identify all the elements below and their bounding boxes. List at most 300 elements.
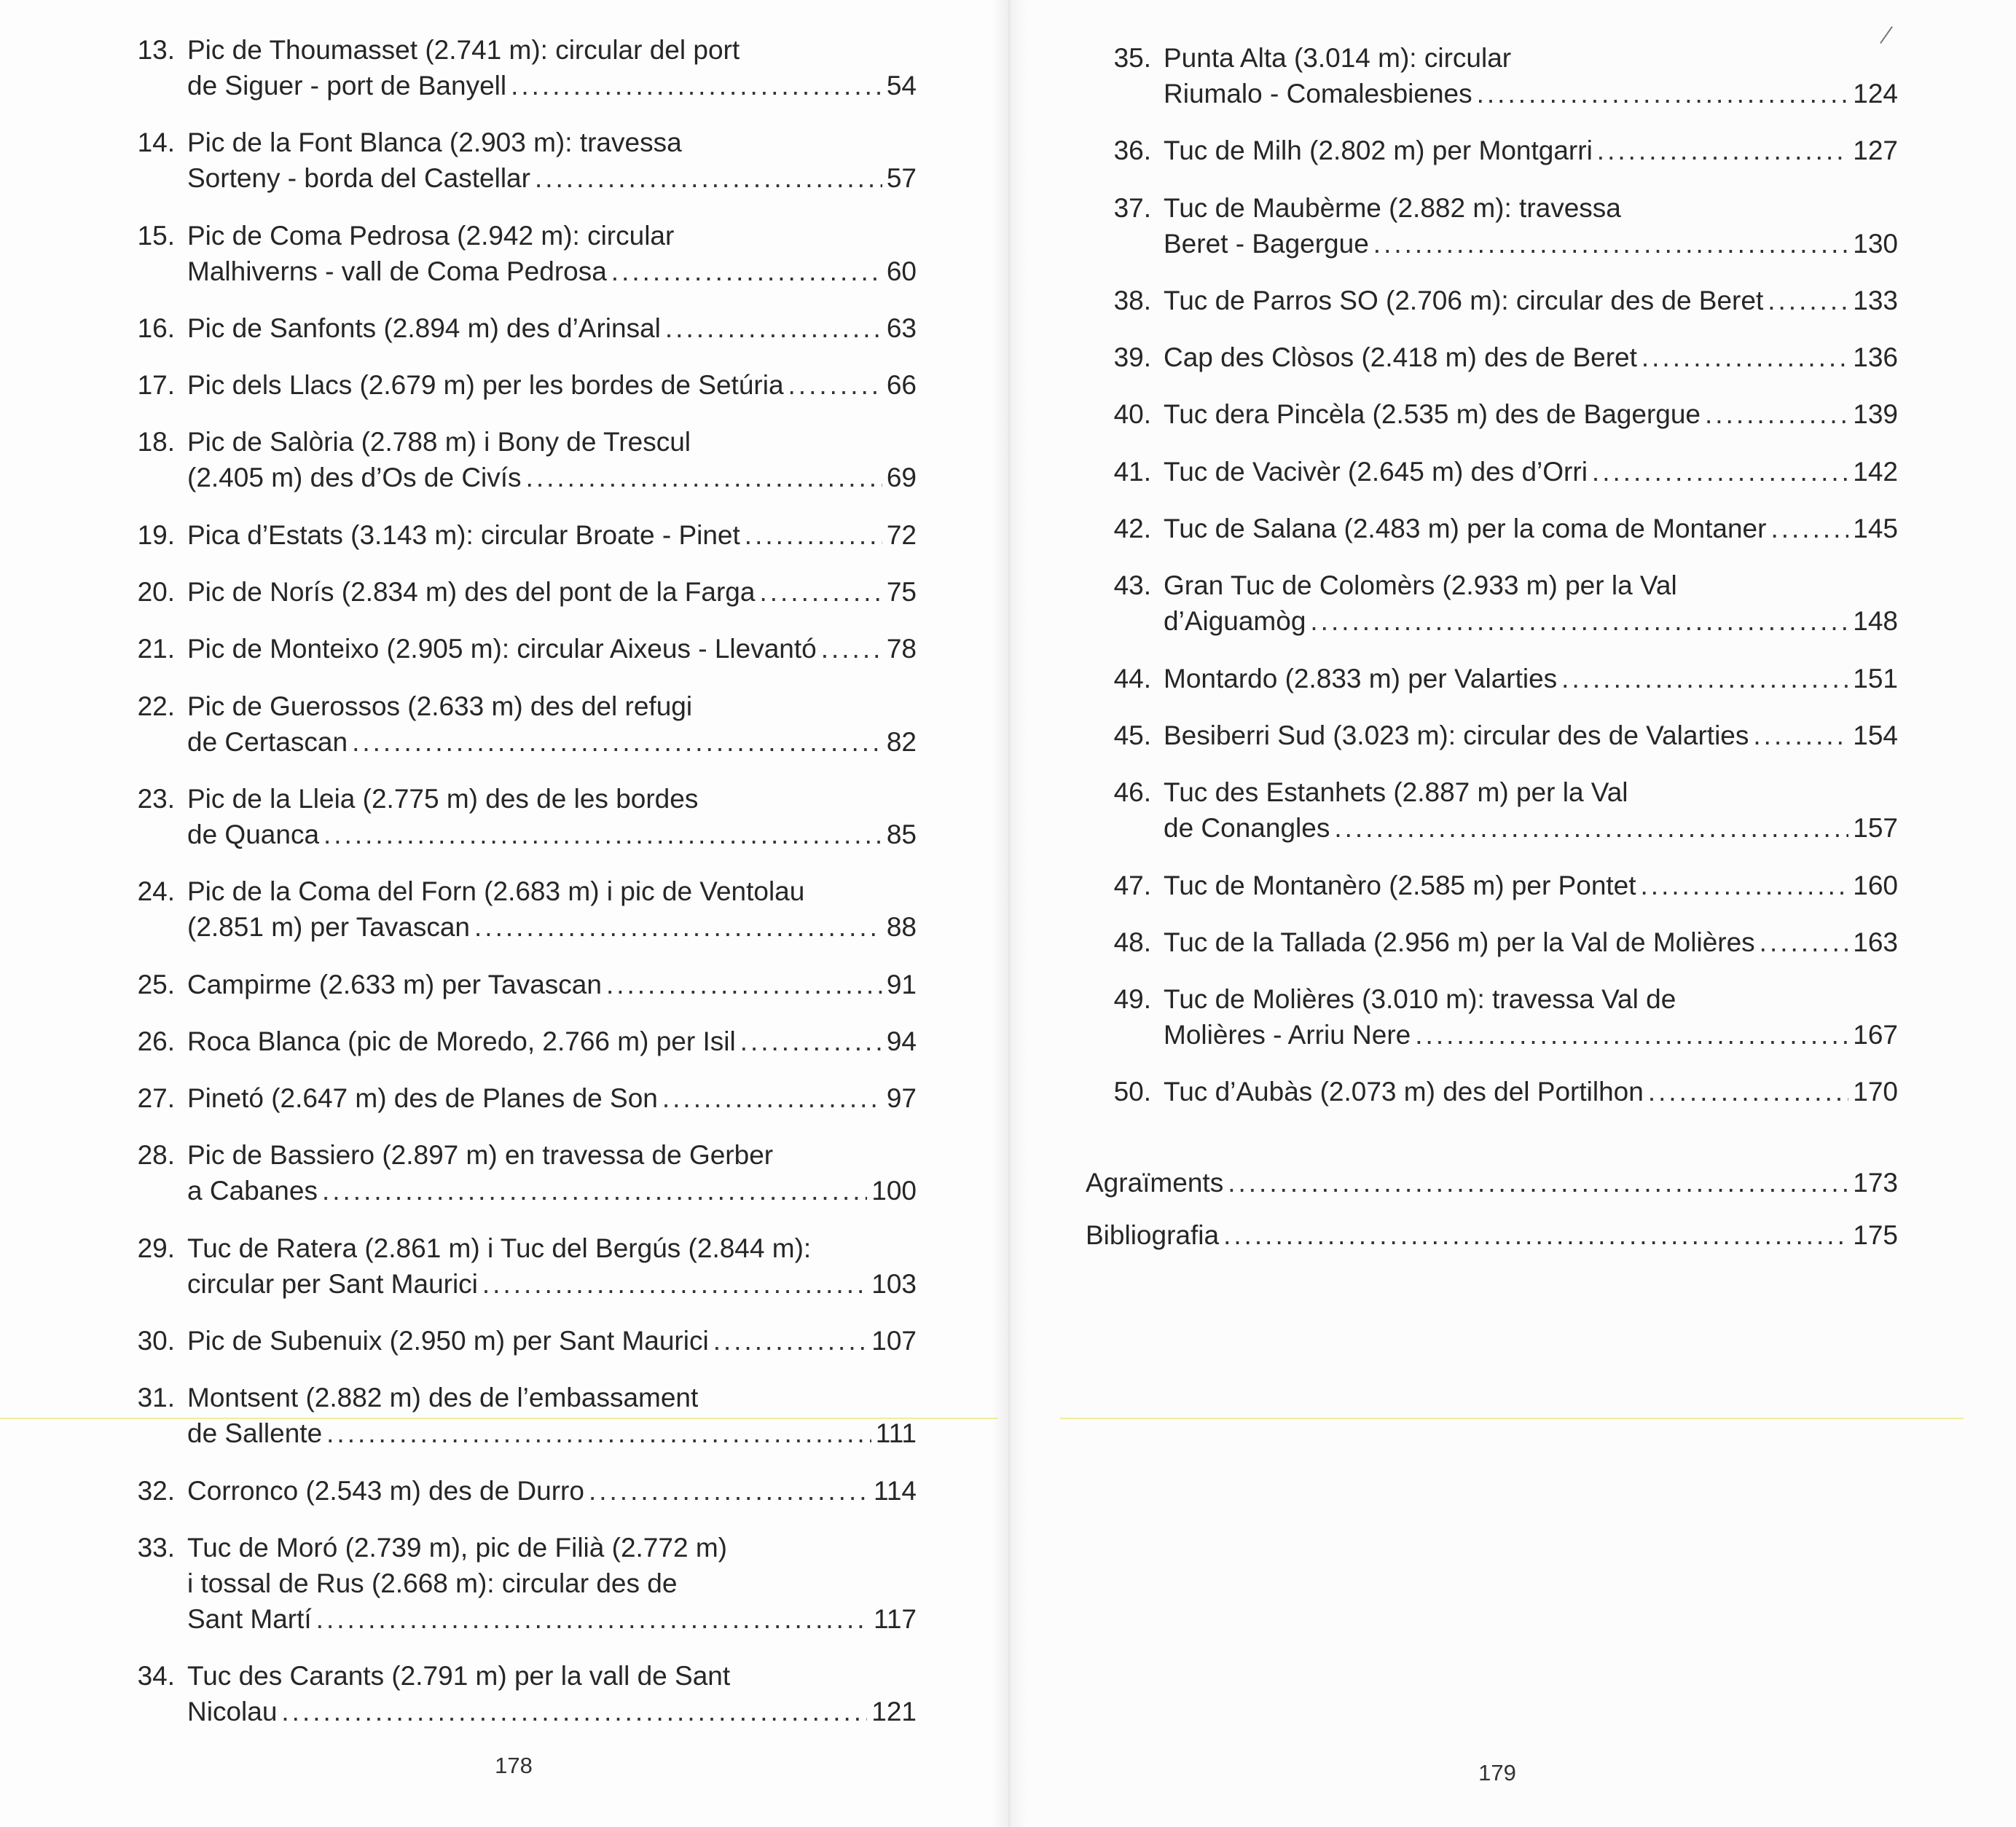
entry-number: 31. — [137, 1383, 175, 1413]
toc-entry[interactable] — [109, 1380, 917, 1472]
dot-leader — [606, 967, 882, 1002]
entry-body — [1164, 567, 1898, 639]
toc-entry[interactable] — [1086, 661, 1898, 718]
entry-page-number: 139 — [1853, 399, 1898, 430]
entry-number: 50. — [1113, 1077, 1151, 1107]
dot-leader — [1415, 1017, 1848, 1053]
entry-title-row — [1164, 603, 1898, 639]
entry-page-number: 151 — [1853, 663, 1898, 694]
toc-entry[interactable] — [1086, 718, 1898, 774]
entry-title-line: Gran Tuc de Colomèrs (2.933 m) per la Val — [1164, 570, 1677, 601]
dot-leader — [662, 1080, 882, 1116]
dot-leader — [1770, 511, 1848, 546]
dot-leader — [1223, 1217, 1848, 1253]
entry-title-row — [1164, 1017, 1898, 1053]
entry-number: 37. — [1113, 192, 1151, 223]
entry-title-line: Cap des Clòsos (2.418 m) des de Beret — [1164, 342, 1637, 373]
entry-title-row — [1164, 454, 1898, 490]
toc-entry[interactable] — [109, 574, 917, 631]
entry-page-number: 114 — [874, 1475, 917, 1506]
entry-title-line: circular per Sant Maurici — [187, 1268, 478, 1299]
dot-leader — [589, 1473, 869, 1509]
entry-page-number: 145 — [1853, 514, 1898, 544]
entry-body — [1164, 718, 1898, 753]
entry-number: 48. — [1113, 927, 1151, 957]
entry-body — [187, 218, 917, 289]
entry-page-number: 82 — [886, 726, 917, 757]
dot-leader — [759, 574, 882, 610]
entry-title-line: Molières - Arriu Nere — [1164, 1020, 1411, 1050]
entry-number: 30. — [137, 1326, 175, 1356]
entry-page-number: 142 — [1853, 456, 1898, 487]
toc-entry[interactable] — [109, 1230, 917, 1323]
dot-leader — [1753, 718, 1848, 753]
dot-leader — [535, 160, 882, 196]
toc-entry[interactable] — [109, 32, 917, 125]
entry-title-line: Pic de Sanfonts (2.894 m) des d’Arinsal — [187, 313, 661, 343]
entry-title-line: de Quanca — [187, 819, 320, 849]
toc-entry[interactable] — [1086, 511, 1898, 567]
entry-number: 38. — [1113, 285, 1151, 315]
entry-number: 16. — [137, 313, 175, 343]
entry-page-number: 66 — [886, 370, 917, 401]
entry-page-number: 78 — [886, 634, 917, 664]
entry-body — [1164, 40, 1898, 111]
entry-body — [187, 517, 917, 553]
entry-body — [187, 631, 917, 667]
entry-page-number: 60 — [886, 256, 917, 286]
entry-number: 42. — [1113, 514, 1151, 544]
toc-entry[interactable] — [1086, 1074, 1898, 1131]
entry-page-number: 91 — [886, 969, 917, 999]
entry-title-line: Tuc d’Aubàs (2.073 m) des del Portilhon — [1164, 1077, 1644, 1107]
entry-body — [187, 1230, 917, 1302]
entry-title-line: Sant Martí — [187, 1603, 312, 1634]
entry-title-line: Montsent (2.882 m) des de l’embassament — [187, 1383, 699, 1413]
toc-entry[interactable] — [1086, 567, 1898, 660]
back-matter-page-number: 173 — [1853, 1167, 1898, 1198]
entry-number: 14. — [137, 127, 175, 158]
toc-entry[interactable] — [109, 310, 917, 367]
entry-title-line: Sorteny - borda del Castellar — [187, 163, 530, 194]
entry-body — [1164, 981, 1898, 1053]
entry-page-number: 163 — [1853, 927, 1898, 957]
entry-number: 15. — [137, 220, 175, 251]
entry-number: 23. — [137, 783, 175, 814]
entry-page-number: 148 — [1853, 606, 1898, 637]
entry-title-line: Pinetó (2.647 m) des de Planes de Son — [187, 1083, 658, 1114]
toc-entry[interactable] — [1086, 40, 1898, 133]
dot-leader — [1561, 661, 1848, 696]
entry-title-line: Pica d’Estats (3.143 m): circular Broate - Pinet — [187, 519, 740, 550]
entry-title-row — [1164, 661, 1898, 696]
entry-title-row — [1164, 511, 1898, 546]
entry-title-row — [187, 1415, 917, 1451]
entry-body — [1164, 868, 1898, 903]
dot-leader — [316, 1601, 869, 1637]
entry-title-row — [1164, 226, 1898, 262]
page-gutter — [991, 0, 1027, 1827]
dot-leader — [1648, 1074, 1848, 1109]
page-number-left: 178 — [495, 1753, 533, 1778]
toc-entry[interactable] — [109, 1323, 917, 1380]
entry-page-number: 88 — [886, 912, 917, 943]
toc-entry[interactable] — [109, 1137, 917, 1230]
entry-title-row — [187, 1023, 917, 1059]
entry-title-row — [187, 1266, 917, 1302]
toc-right — [1086, 40, 1898, 1270]
entry-page-number: 54 — [886, 71, 917, 101]
entry-title-row — [187, 367, 917, 403]
dot-leader — [821, 631, 882, 667]
entry-number: 49. — [1113, 984, 1151, 1015]
entry-page-number: 94 — [886, 1026, 917, 1056]
entry-body — [187, 125, 917, 196]
dot-leader — [1310, 603, 1848, 639]
toc-entry[interactable] — [109, 424, 917, 516]
toc-entry[interactable] — [1086, 924, 1898, 981]
entry-number: 26. — [137, 1026, 175, 1056]
dot-leader — [1641, 868, 1849, 903]
dot-leader — [745, 517, 882, 553]
entry-title-line: Tuc de Moró (2.739 m), pic de Filià (2.772 m) — [187, 1532, 727, 1563]
dot-leader — [482, 1266, 867, 1302]
entry-title-row — [1164, 924, 1898, 960]
dot-leader — [511, 68, 882, 103]
back-matter-row — [1086, 1165, 1898, 1201]
toc-entry[interactable] — [1086, 774, 1898, 867]
back-matter-label: Agraïments — [1086, 1167, 1224, 1198]
entry-title-row — [1164, 868, 1898, 903]
entry-title-line: Tuc de Vacivèr (2.645 m) des d’Orri — [1164, 456, 1588, 487]
entry-number: 34. — [137, 1661, 175, 1692]
entry-body — [187, 1380, 917, 1451]
entry-title-line: de Certascan — [187, 726, 348, 757]
entry-title-line: i tossal de Rus (2.668 m): circular des de — [187, 1568, 678, 1598]
toc-entry[interactable] — [1086, 981, 1898, 1074]
entry-title-line: Pic de la Lleia (2.775 m) des de les bordes — [187, 783, 699, 814]
entry-title-line: de Conangles — [1164, 813, 1330, 844]
entry-number: 41. — [1113, 456, 1151, 487]
entry-title-line: (2.851 m) per Tavascan — [187, 912, 471, 943]
entry-title-line: Tuc de Maubèrme (2.882 m): travessa — [1164, 192, 1621, 223]
entry-title-row — [187, 1473, 917, 1509]
dot-leader — [665, 310, 882, 346]
entry-title-line: Pic de Thoumasset (2.741 m): circular del port — [187, 35, 740, 65]
toc-entry[interactable] — [109, 218, 917, 310]
entry-title-line: Pic de Coma Pedrosa (2.942 m): circular — [187, 220, 675, 251]
entry-title-line: de Siguer - port de Banyell — [187, 71, 507, 101]
dot-leader — [1705, 396, 1848, 432]
entry-body — [187, 1658, 917, 1729]
toc-entry[interactable] — [109, 1473, 917, 1530]
entry-number: 47. — [1113, 870, 1151, 900]
entry-page-number: 124 — [1853, 79, 1898, 109]
toc-entry[interactable] — [1086, 190, 1898, 283]
entry-body — [187, 574, 917, 610]
entry-page-number: 154 — [1853, 720, 1898, 750]
toc-entry[interactable] — [1086, 868, 1898, 924]
entry-page-number: 157 — [1853, 813, 1898, 844]
entry-body — [187, 1473, 917, 1509]
entry-body — [1164, 661, 1898, 696]
entry-title-line: Tuc de Parros SO (2.706 m): circular des de Beret — [1164, 285, 1764, 315]
entry-page-number: 127 — [1853, 135, 1898, 166]
dot-leader — [1642, 339, 1848, 375]
entry-number: 45. — [1113, 720, 1151, 750]
toc-entry[interactable] — [1086, 339, 1898, 396]
entry-title-row — [1164, 810, 1898, 846]
entry-title-line: Tuc des Estanhets (2.887 m) per la Val — [1164, 777, 1628, 808]
entry-body — [187, 873, 917, 945]
entry-number: 39. — [1113, 342, 1151, 373]
entry-body — [1164, 283, 1898, 318]
entry-page-number: 57 — [886, 163, 917, 194]
entry-title-line: Pic de Salòria (2.788 m) i Bony de Trescul — [187, 427, 691, 457]
entry-number: 21. — [137, 634, 175, 664]
toc-entry[interactable] — [109, 781, 917, 873]
entry-number: 25. — [137, 969, 175, 999]
entry-title-line: Tuc de Ratera (2.861 m) i Tuc del Bergús (2.844 m): — [187, 1233, 812, 1263]
entry-title-row — [1164, 718, 1898, 753]
entry-title-line: Tuc des Carants (2.791 m) per la vall de Sant — [187, 1661, 731, 1692]
entry-number: 17. — [137, 370, 175, 401]
entry-number: 18. — [137, 427, 175, 457]
yellow-scan-line-right — [1060, 1418, 1964, 1419]
entry-title-row — [187, 817, 917, 852]
entry-body — [1164, 396, 1898, 432]
toc-entry[interactable] — [109, 517, 917, 574]
dot-leader — [474, 909, 882, 945]
entry-title-row — [187, 517, 917, 553]
entry-body — [187, 1023, 917, 1059]
entry-title-line: Besiberri Sud (3.023 m): circular des de Valarties — [1164, 720, 1749, 750]
entry-number: 40. — [1113, 399, 1151, 430]
dot-leader — [352, 724, 882, 760]
entry-page-number: 85 — [886, 819, 917, 849]
entry-page-number: 111 — [875, 1418, 917, 1449]
entry-title-row — [1164, 339, 1898, 375]
entry-title-line: Pic de Norís (2.834 m) des del pont de la Farga — [187, 577, 756, 608]
entry-title-row — [187, 1173, 917, 1209]
entry-title-row — [187, 254, 917, 289]
entry-number: 20. — [137, 577, 175, 608]
entry-title-line: Tuc dera Pincèla (2.535 m) des de Bagergue — [1164, 399, 1701, 430]
dot-leader — [1228, 1165, 1848, 1201]
entry-title-line: Tuc de Salana (2.483 m) per la coma de Montaner — [1164, 514, 1767, 544]
entry-page-number: 170 — [1853, 1077, 1898, 1107]
entry-title-row — [187, 1601, 917, 1637]
dot-leader — [611, 254, 882, 289]
dot-leader — [1592, 454, 1848, 490]
entry-body — [187, 781, 917, 852]
entry-title-row — [187, 68, 917, 103]
entry-page-number: 100 — [871, 1176, 917, 1206]
entry-page-number: 97 — [886, 1083, 917, 1114]
toc-entry[interactable] — [1086, 283, 1898, 339]
entry-title-row — [1164, 396, 1898, 432]
entry-page-number: 63 — [886, 313, 917, 343]
entry-title-line: (2.405 m) des d’Os de Civís — [187, 463, 522, 493]
back-matter-entry[interactable] — [1086, 1217, 1898, 1270]
entry-body — [187, 1080, 917, 1116]
entry-number: 28. — [137, 1140, 175, 1171]
entry-number: 29. — [137, 1233, 175, 1263]
entry-number: 35. — [1113, 43, 1151, 73]
dot-leader — [281, 1694, 867, 1729]
entry-title-line: Pic de Monteixo (2.905 m): circular Aixeus - Llevantó — [187, 634, 817, 664]
entry-number: 32. — [137, 1475, 175, 1506]
entry-body — [187, 310, 917, 346]
toc-entry[interactable] — [109, 688, 917, 781]
dot-leader — [788, 367, 882, 403]
entry-title-line: Pic de la Coma del Forn (2.683 m) i pic de Ventolau — [187, 876, 805, 907]
dot-leader — [322, 1173, 867, 1209]
entry-title-line: Riumalo - Comalesbienes — [1164, 79, 1472, 109]
entry-body — [1164, 1074, 1898, 1109]
entry-body — [1164, 133, 1898, 168]
entry-title-line: Tuc de Molières (3.010 m): travessa Val de — [1164, 984, 1676, 1015]
entry-number: 22. — [137, 691, 175, 721]
toc-entry[interactable] — [109, 631, 917, 688]
entry-title-row — [187, 310, 917, 346]
toc-entry[interactable] — [109, 1530, 917, 1658]
entry-title-line: Nicolau — [187, 1697, 278, 1727]
toc-entry[interactable] — [1086, 396, 1898, 453]
toc-entry[interactable] — [1086, 133, 1898, 189]
entry-title-line: Corronco (2.543 m) des de Durro — [187, 1475, 584, 1506]
toc-entry[interactable] — [109, 967, 917, 1023]
entry-title-line: Tuc de Montanèro (2.585 m) per Pontet — [1164, 870, 1636, 900]
entry-number: 19. — [137, 519, 175, 550]
dot-leader — [740, 1023, 882, 1059]
entry-body — [1164, 924, 1898, 960]
entry-title-line: Tuc de la Tallada (2.956 m) per la Val de Molières — [1164, 927, 1755, 957]
toc-left — [109, 32, 917, 1751]
dot-leader — [1373, 226, 1848, 262]
dot-leader — [1334, 810, 1848, 846]
entry-title-line: Montardo (2.833 m) per Valarties — [1164, 663, 1558, 694]
entry-body — [187, 32, 917, 103]
entry-number: 33. — [137, 1532, 175, 1563]
entry-page-number: 117 — [874, 1603, 917, 1634]
entry-body — [1164, 511, 1898, 546]
entry-body — [187, 967, 917, 1002]
entry-page-number: 136 — [1853, 342, 1898, 373]
entry-title-row — [187, 1080, 917, 1116]
entry-title-line: Tuc de Milh (2.802 m) per Montgarri — [1164, 135, 1593, 166]
entry-title-line: Pic de Guerossos (2.633 m) des del refugi — [187, 691, 693, 721]
entry-body — [187, 367, 917, 403]
entry-number: 13. — [137, 35, 175, 65]
entry-page-number: 130 — [1853, 228, 1898, 259]
entry-title-line: Pic dels Llacs (2.679 m) per les bordes de Setúria — [187, 370, 784, 401]
entry-title-row — [187, 160, 917, 196]
entry-body — [187, 688, 917, 760]
dot-leader — [1768, 283, 1848, 318]
toc-entry[interactable] — [109, 1080, 917, 1137]
dot-leader — [326, 1415, 871, 1451]
dot-leader — [1477, 76, 1849, 111]
entry-number: 24. — [137, 876, 175, 907]
entry-page-number: 160 — [1853, 870, 1898, 900]
entry-body — [187, 1323, 917, 1359]
entry-number: 36. — [1113, 135, 1151, 166]
back-matter-label: Bibliografia — [1086, 1219, 1220, 1250]
entry-body — [1164, 454, 1898, 490]
entry-title-row — [187, 724, 917, 760]
entry-number: 46. — [1113, 777, 1151, 808]
toc-entry[interactable] — [109, 1658, 917, 1751]
toc-entry[interactable] — [109, 367, 917, 424]
entry-title-row — [1164, 76, 1898, 111]
entry-number: 44. — [1113, 663, 1151, 694]
page-number-right: 179 — [1478, 1760, 1516, 1785]
toc-entry[interactable] — [109, 873, 917, 966]
toc-entry[interactable] — [1086, 454, 1898, 511]
entry-number: 43. — [1113, 570, 1151, 601]
dot-leader — [1597, 133, 1848, 168]
entry-page-number: 69 — [886, 463, 917, 493]
entry-title-row — [1164, 1074, 1898, 1109]
entry-body — [1164, 339, 1898, 375]
entry-title-line: Punta Alta (3.014 m): circular — [1164, 43, 1512, 73]
entry-title-line: Pic de Bassiero (2.897 m) en travessa de Gerber — [187, 1140, 774, 1171]
entry-page-number: 75 — [886, 577, 917, 608]
entry-title-row — [187, 574, 917, 610]
dot-leader — [526, 460, 882, 495]
back-matter-row — [1086, 1217, 1898, 1253]
entry-body — [1164, 190, 1898, 262]
entry-title-line: de Sallente — [187, 1418, 323, 1449]
toc-entry[interactable] — [109, 1023, 917, 1080]
entry-title-row — [1164, 283, 1898, 318]
entry-body — [1164, 774, 1898, 846]
entry-title-line: Malhiverns - vall de Coma Pedrosa — [187, 256, 607, 286]
toc-entry[interactable] — [109, 125, 917, 217]
entry-page-number: 103 — [871, 1268, 917, 1299]
entry-title-row — [187, 909, 917, 945]
entry-title-row — [187, 1323, 917, 1359]
dot-leader — [713, 1323, 868, 1359]
entry-number: 27. — [137, 1083, 175, 1114]
dot-leader — [1760, 924, 1849, 960]
entry-title-row — [187, 967, 917, 1002]
entry-title-row — [187, 1694, 917, 1729]
entry-title-line: Campirme (2.633 m) per Tavascan — [187, 969, 602, 999]
entry-page-number: 121 — [871, 1697, 917, 1727]
back-matter-page-number: 175 — [1853, 1219, 1898, 1250]
entry-title-line: Pic de Subenuix (2.950 m) per Sant Maurici — [187, 1326, 709, 1356]
dot-leader — [323, 817, 882, 852]
entry-title-line: Pic de la Font Blanca (2.903 m): travessa — [187, 127, 682, 158]
entry-page-number: 133 — [1853, 285, 1898, 315]
back-matter-entry[interactable] — [1086, 1165, 1898, 1217]
entry-body — [187, 1530, 917, 1637]
entry-body — [187, 424, 917, 495]
entry-title-line: a Cabanes — [187, 1176, 318, 1206]
entry-body — [187, 1137, 917, 1209]
entry-page-number: 72 — [886, 519, 917, 550]
entry-title-row — [187, 460, 917, 495]
section-spacer — [1086, 1131, 1898, 1165]
entry-title-row — [187, 631, 917, 667]
entry-title-row — [1164, 133, 1898, 168]
entry-page-number: 107 — [871, 1326, 917, 1356]
entry-page-number: 167 — [1853, 1020, 1898, 1050]
entry-title-line: d’Aiguamòg — [1164, 606, 1306, 637]
entry-title-line: Roca Blanca (pic de Moredo, 2.766 m) per Isil — [187, 1026, 736, 1056]
